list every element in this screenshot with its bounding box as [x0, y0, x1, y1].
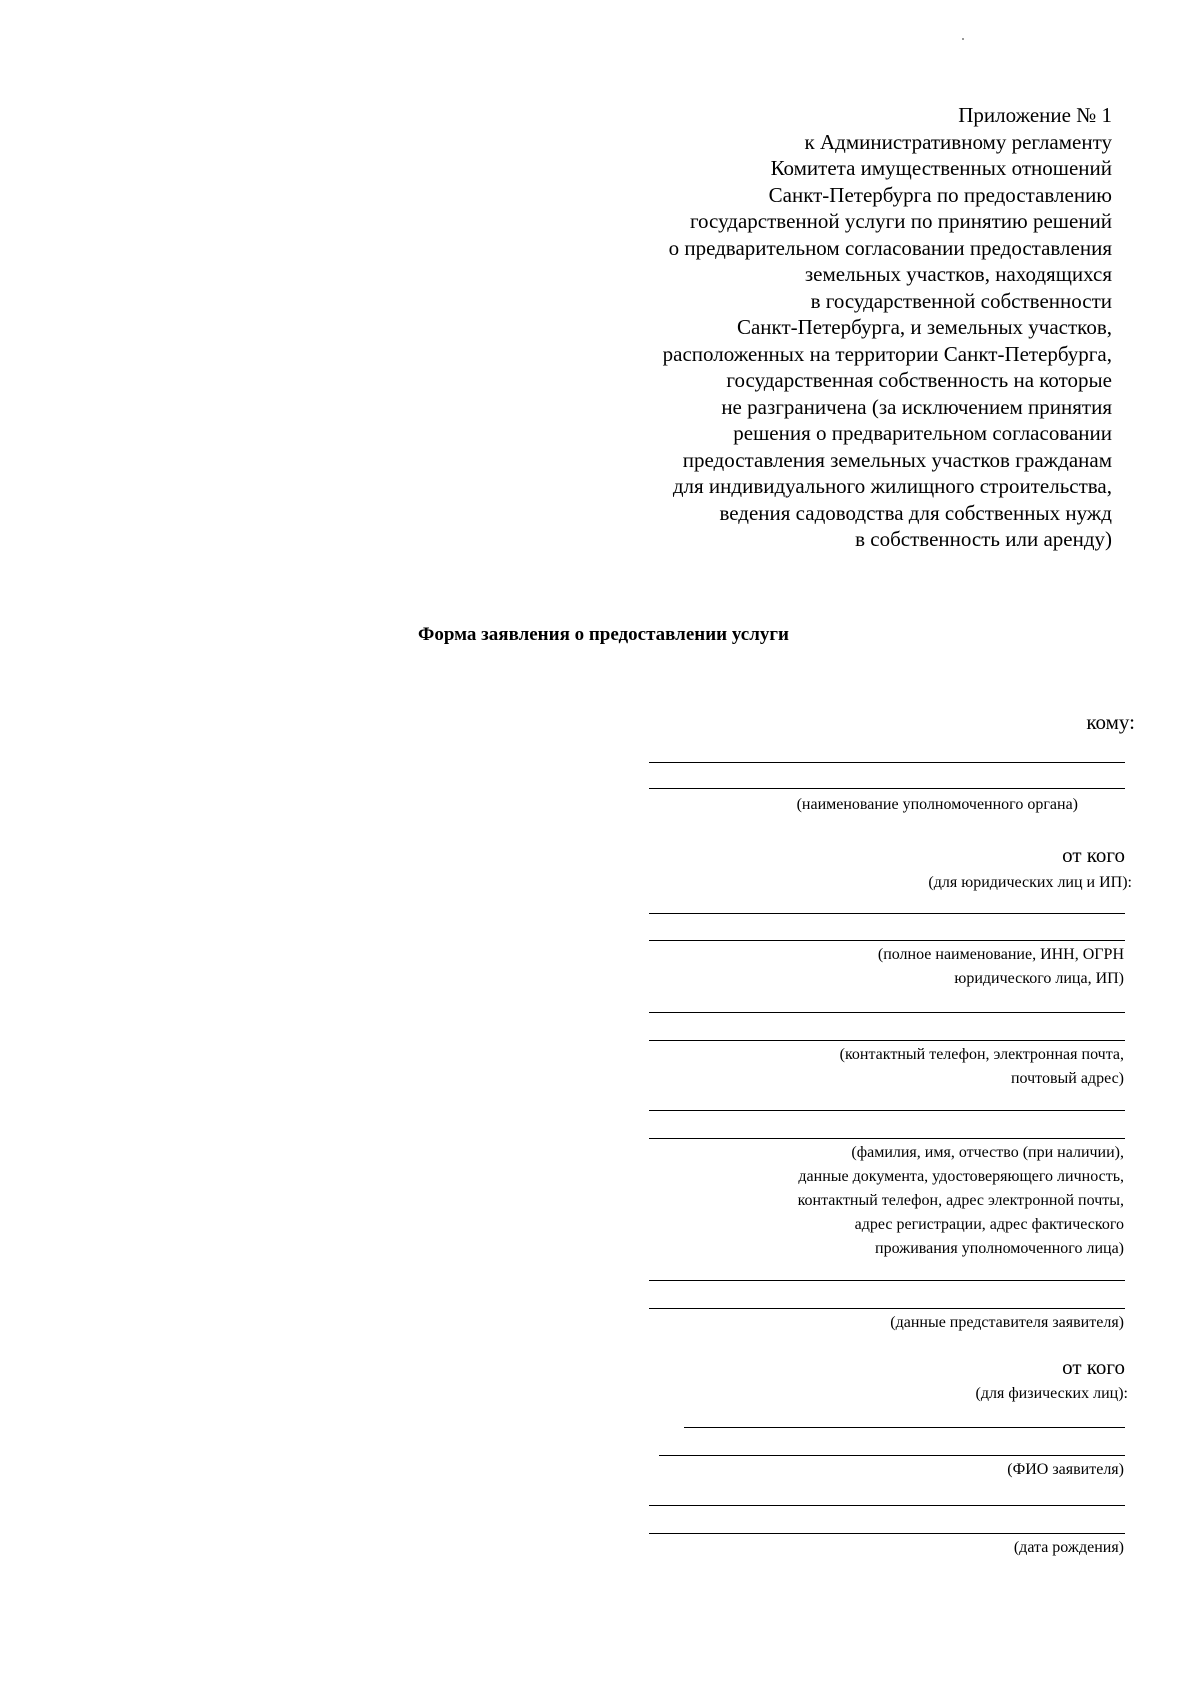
appendix-line: о предварительном согласовании предоставления [668, 235, 1112, 260]
representative-hint: (данные представителя заявителя) [890, 1314, 1124, 1331]
birth-field-line-2[interactable] [649, 1533, 1125, 1534]
from-person-sublabel: (для физических лиц): [975, 1385, 1128, 1402]
fio-field-line-2[interactable] [659, 1455, 1125, 1456]
appendix-line: в собственность или аренду) [855, 527, 1112, 551]
appendix-line: не разграничена (за исключением принятия [721, 394, 1112, 419]
appendix-line: расположенных на территории Санкт-Петербурга, [662, 341, 1112, 366]
authorized-hint-4: адрес регистрации, адрес фактического [854, 1216, 1124, 1233]
appendix-line: Санкт-Петербурга по предоставлению [768, 182, 1112, 207]
birth-hint: (дата рождения) [1013, 1539, 1124, 1556]
appendix-line: ведения садоводства для собственных нужд [719, 500, 1112, 525]
appendix-line: в государственной собственности [810, 288, 1112, 313]
contact-hint-2: почтовый адрес) [1010, 1070, 1124, 1087]
appendix-line: государственная собственность на которые [726, 368, 1112, 392]
contact-hint-1: (контактный телефон, электронная почта, [839, 1046, 1124, 1063]
fio-field-line-1[interactable] [684, 1427, 1125, 1428]
fio-hint: (ФИО заявителя) [1007, 1461, 1124, 1478]
to-field-line-2[interactable] [649, 788, 1125, 789]
birth-field-line-1[interactable] [649, 1505, 1125, 1506]
representative-field-line-1[interactable] [649, 1280, 1125, 1281]
appendix-line: к Административному регламенту [804, 129, 1112, 154]
authorized-hint-1: (фамилия, имя, отчество (при наличии), [851, 1144, 1124, 1161]
appendix-line: государственной услуги по принятию решений [689, 209, 1112, 233]
legal-name-field-line-2[interactable] [649, 940, 1125, 941]
to-hint: (наименование уполномоченного органа) [796, 796, 1078, 813]
authorized-hint-2: данные документа, удостоверяющего личность, [798, 1168, 1124, 1185]
from-legal-sublabel: (для юридических лиц и ИП): [928, 874, 1132, 891]
appendix-line: Приложение № 1 [958, 103, 1112, 127]
contact-field-line-2[interactable] [649, 1040, 1125, 1041]
authorized-hint-3: контактный телефон, адрес электронной почты, [797, 1192, 1124, 1209]
appendix-line: Санкт-Петербурга, и земельных участков, [736, 315, 1112, 339]
from-legal-label: от кого [1062, 843, 1125, 867]
to-label: кому: [1086, 710, 1135, 734]
authorized-hint-5: проживания уполномоченного лица) [875, 1240, 1124, 1257]
appendix-line: для индивидуального жилищного строительства, [672, 474, 1112, 498]
appendix-header [472, 102, 1112, 553]
legal-name-hint-1: (полное наименование, ИНН, ОГРН [877, 946, 1124, 963]
scan-speck [962, 38, 964, 40]
appendix-line: Комитета имущественных отношений [770, 156, 1112, 180]
authorized-field-line-1[interactable] [649, 1110, 1125, 1111]
legal-name-field-line-1[interactable] [649, 913, 1125, 914]
from-person-label: от кого [1062, 1355, 1125, 1379]
contact-field-line-1[interactable] [649, 1012, 1125, 1013]
to-field-line-1[interactable] [649, 762, 1125, 763]
appendix-line: предоставления земельных участков гражданам [682, 447, 1112, 472]
representative-field-line-2[interactable] [649, 1308, 1125, 1309]
legal-name-hint-2: юридического лица, ИП) [954, 970, 1124, 987]
form-title: Форма заявления о предоставлении услуги [418, 624, 789, 645]
authorized-field-line-2[interactable] [649, 1138, 1125, 1139]
appendix-line: земельных участков, находящихся [804, 262, 1112, 286]
appendix-line: решения о предварительном согласовании [733, 421, 1112, 445]
